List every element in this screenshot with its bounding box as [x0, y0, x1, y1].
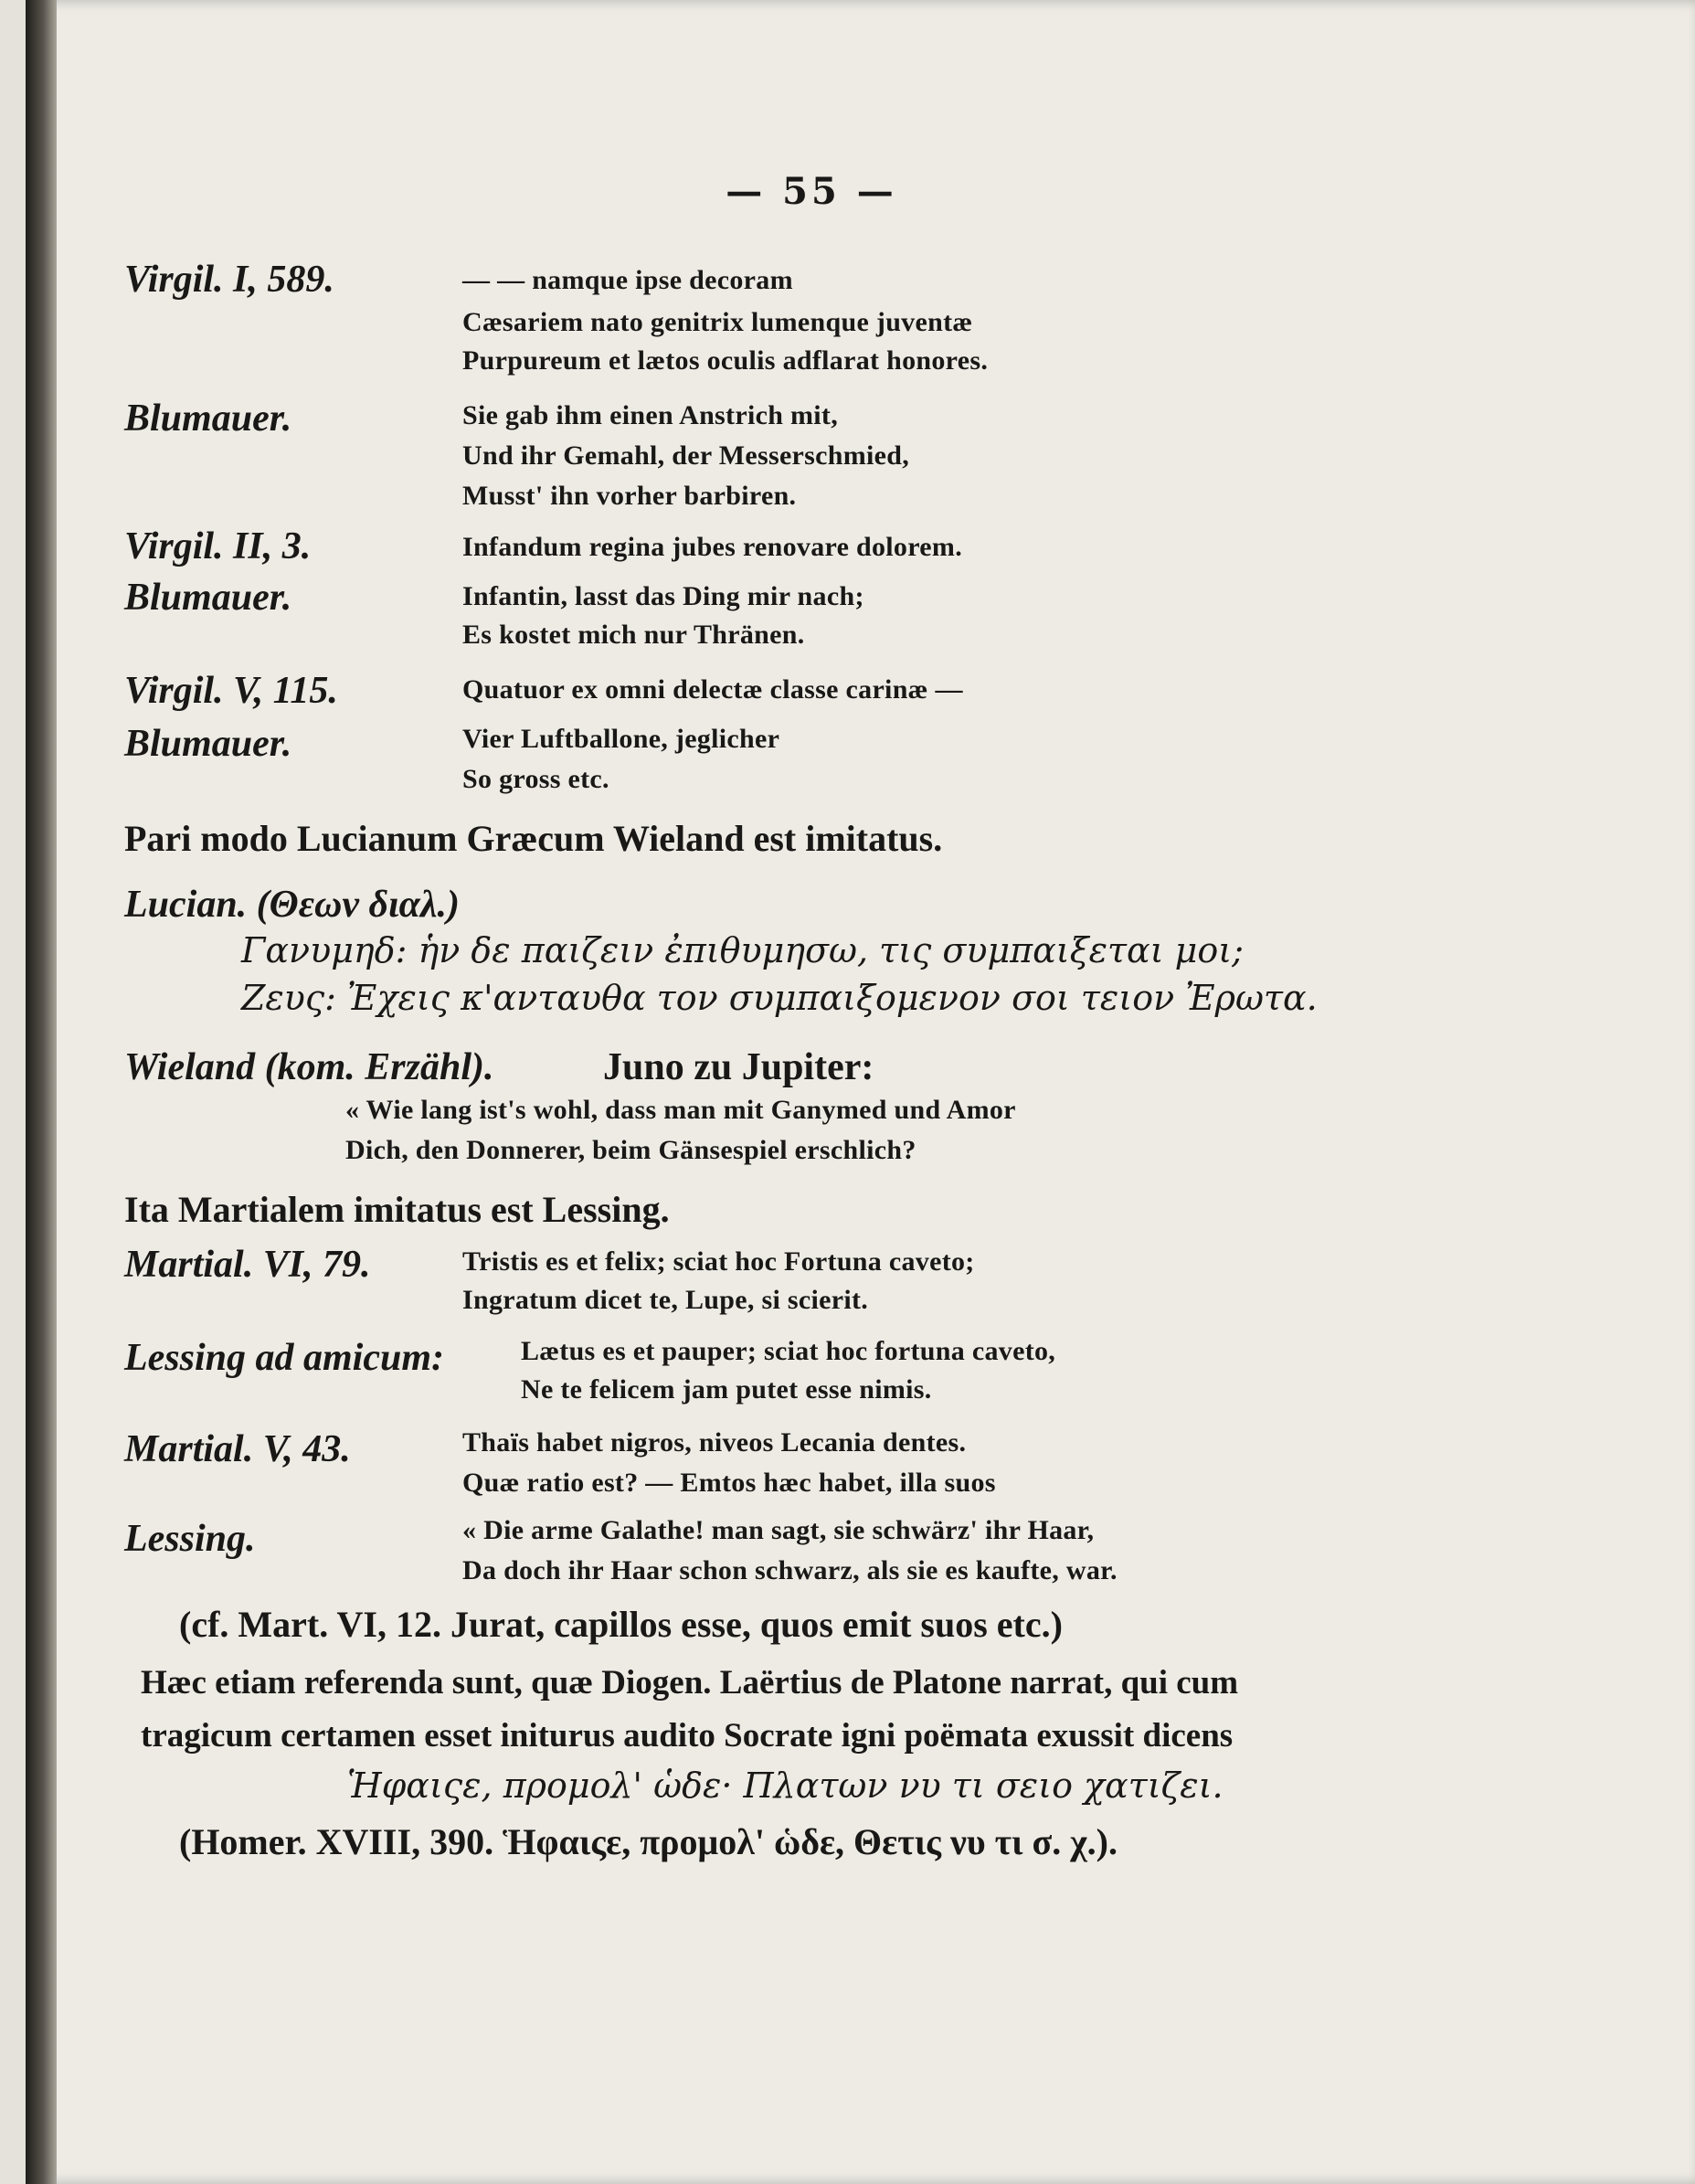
citation-text: Virgil. II, 3. [124, 525, 312, 567]
quote-line: Quæ ratio est? — Emtos hæc habet, illa suos [462, 1468, 996, 1498]
quote-line: Dich, den Donnerer, beim Gänsespiel erschlich? [345, 1135, 916, 1165]
quote-line: Tristis es et felix; sciat hoc Fortuna caveto; [462, 1246, 975, 1277]
prose-line: tragicum certamen esset initurus audito Socrate igni poëmata exussit dicens [141, 1717, 1234, 1755]
book-page [26, 0, 1695, 2184]
citation-text: Wieland (kom. Erzähl). [124, 1046, 494, 1088]
citation-blumauer-3 [124, 722, 291, 766]
citation-wieland [124, 1045, 494, 1089]
citation-text: Blumauer. [124, 398, 292, 440]
quote-line: Sie gab ihm einen Anstrich mit, [462, 400, 838, 430]
citation-text: Blumauer. [124, 577, 292, 619]
citation-martial-6 [124, 1243, 371, 1287]
citation-virgil-5 [124, 669, 338, 713]
quote-line: Infantin, lasst das Ding mir nach; [462, 581, 864, 611]
prose-line: Hæc etiam referenda sunt, quæ Diogen. Laërtius de Platone narrat, qui cum [141, 1664, 1239, 1702]
book-spine-shadow [26, 0, 57, 2184]
citation-lucian [124, 883, 460, 927]
citation-martial-5 [124, 1427, 351, 1471]
quote-line: « Wie lang ist's wohl, dass man mit Ganymed und Amor [345, 1095, 1016, 1125]
quote-line: — — namque ipse decoram [462, 265, 793, 295]
quote-line: « Die arme Galathe! man sagt, sie schwärz' ihr Haar, [462, 1515, 1095, 1545]
citation-text: Martial. VI, 79. [124, 1244, 371, 1286]
citation-blumauer-1 [124, 397, 291, 440]
quote-line: Purpureum et lætos oculis adflarat honores. [462, 345, 989, 376]
citation-blumauer-2 [124, 576, 291, 620]
quote-line: So gross etc. [462, 764, 609, 794]
quote-line: Thaïs habet nigros, niveos Lecania dentes. [462, 1427, 967, 1458]
quote-line: Infandum regina jubes renovare dolorem. [462, 532, 963, 562]
greek-verse: Γανυμηδ: ἡν δε παιζειν ἐπιθυμησω, τις συμπαιξεται μοι; [241, 930, 1244, 970]
citation-text: Lessing. [124, 1518, 256, 1560]
quote-line: Ingratum dicet te, Lupe, si scierit. [462, 1285, 869, 1315]
quote-line: Vier Luftballone, jeglicher [462, 724, 780, 754]
quote-line: Ne te felicem jam putet esse nimis. [521, 1374, 932, 1405]
prose-line: (Homer. XVIII, 390. Ἡφαιςε, προμολ' ὡδε, Θετις νυ τι σ. χ.). [179, 1821, 1118, 1862]
prose-line: Pari modo Lucianum Græcum Wieland est imitatus. [124, 818, 943, 859]
quote-line: Und ihr Gemahl, der Messerschmied, [462, 440, 910, 471]
citation-lessing-1 [124, 1336, 444, 1380]
quote-line: Da doch ihr Haar schon schwarz, als sie es kaufte, war. [462, 1555, 1118, 1585]
citation-text: Blumauer. [124, 723, 292, 765]
citation-virgil-1 [124, 258, 334, 302]
greek-verse: Ζευς: Ἐχεις κ'ανταυθα τον συμπαιξομενον σοι τειον Ἐρωτα. [241, 978, 1318, 1018]
speaker-heading: Juno zu Jupiter: [603, 1046, 874, 1088]
quote-line: Musst' ihn vorher barbiren. [462, 481, 797, 511]
citation-text: Martial. V, 43. [124, 1428, 351, 1470]
citation-virgil-2 [124, 525, 311, 568]
page-number: — 55 — [726, 170, 897, 213]
greek-verse: Ἡφαιςε, προμολ' ὡδε· Πλατων νυ τι σειο χατιζει. [347, 1765, 1224, 1806]
prose-line: (cf. Mart. VI, 12. Jurat, capillos esse, quos emit suos etc.) [179, 1604, 1063, 1645]
quote-line: Es kostet mich nur Thränen. [462, 620, 805, 650]
quote-line: Quatuor ex omni delectæ classe carinæ — [462, 674, 963, 705]
citation-text: Virgil. I, 589. [124, 259, 334, 301]
quote-line: Cæsariem nato genitrix lumenque juventæ [462, 307, 973, 337]
citation-text: Lucian. (Θεων διαλ.) [124, 884, 461, 926]
citation-text: Virgil. V, 115. [124, 670, 338, 712]
prose-line: Ita Martialem imitatus est Lessing. [124, 1189, 670, 1230]
citation-text: Lessing ad amicum: [124, 1337, 445, 1379]
citation-lessing-2 [124, 1517, 256, 1561]
quote-line: Lætus es et pauper; sciat hoc fortuna caveto, [521, 1336, 1056, 1366]
